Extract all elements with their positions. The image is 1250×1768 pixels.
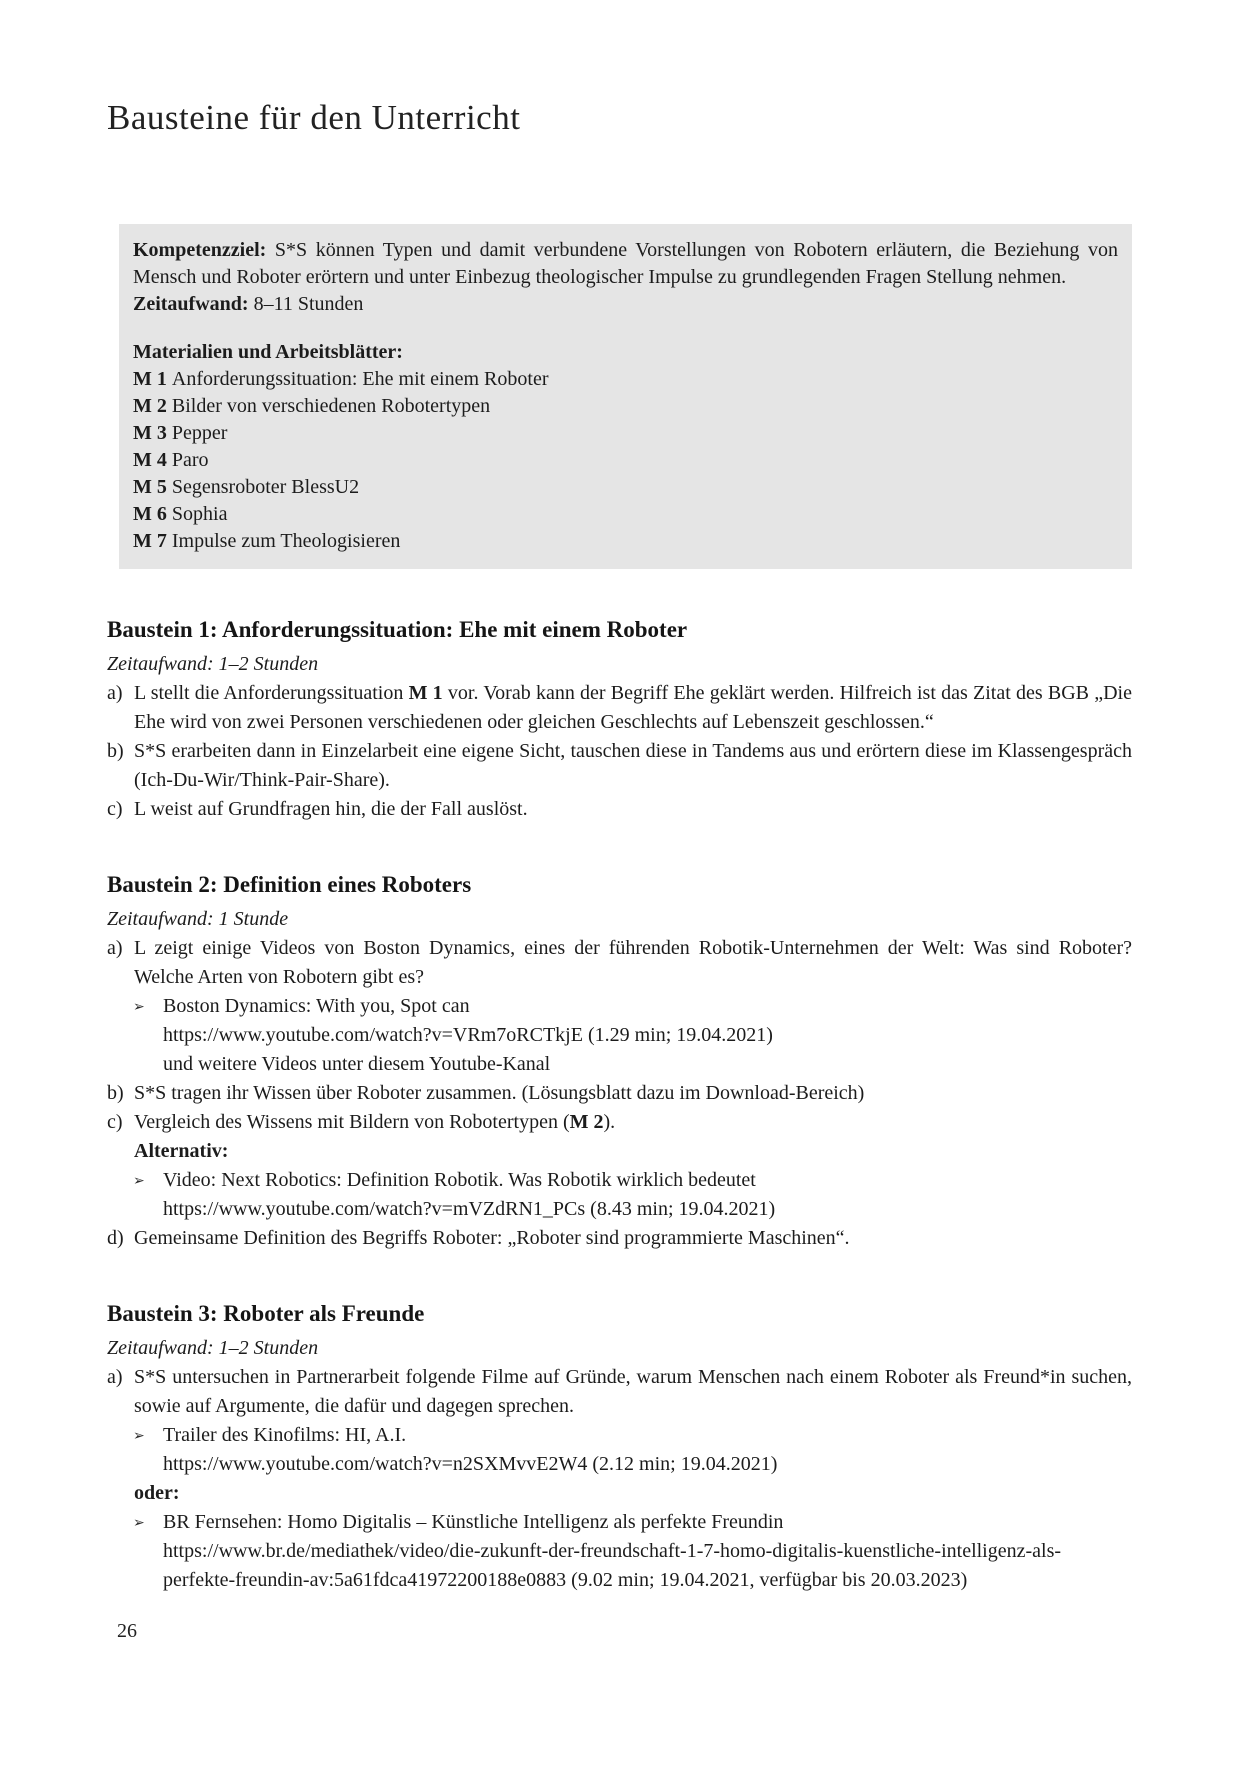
competency-info-box <box>119 224 1132 569</box>
text-run: 8–11 Stunden <box>253 293 364 315</box>
bullet-text <box>163 992 1132 1079</box>
page-content <box>107 0 1132 1595</box>
lettered-list-item <box>107 934 1132 992</box>
text-run: ). <box>603 1111 616 1133</box>
bold-text-run: M 1 <box>408 682 443 704</box>
item-marker: b) <box>107 1082 124 1104</box>
text-run: Impulse zum Theologisieren <box>171 530 401 552</box>
arrow-bullet-item <box>107 1508 1132 1595</box>
info-box-line <box>133 339 1118 366</box>
bold-text-run: M 2 <box>569 1111 604 1133</box>
item-text <box>134 1079 1132 1108</box>
bullet-line <box>163 1421 1132 1450</box>
info-box-line <box>133 237 1118 291</box>
lettered-list-item <box>107 737 1132 795</box>
text-run: Gemeinsame Definition des Begriffs Roboter: „Roboter sind programmierte Maschinen“. <box>134 1227 850 1249</box>
item-text <box>134 934 1132 992</box>
item-text <box>134 679 1132 737</box>
text-run: Boston Dynamics: With you, Spot can <box>163 995 470 1017</box>
text-run: Vergleich des Wissens mit Bildern von Robotertypen ( <box>134 1111 570 1133</box>
bold-text-run: M 6 <box>133 503 172 525</box>
item-text <box>134 737 1132 795</box>
bullet-line <box>163 1537 1132 1566</box>
bullet-text <box>163 1166 1132 1224</box>
section-baustein-3 <box>107 1297 1132 1595</box>
bullet-text <box>163 1508 1132 1595</box>
text-run: Anforderungssituation: Ehe mit einem Roboter <box>171 368 549 390</box>
text-run: https://www.br.de/mediathek/video/die-zukunft-der-freundschaft-1-7-homo-digitalis-kuenstliche-intelligenz-als- <box>163 1540 1062 1562</box>
bold-text-run: M 4 <box>133 449 172 471</box>
bold-text-run: M 2 <box>133 395 172 417</box>
info-box-line <box>133 366 1118 393</box>
alternative-label: Alternativ: <box>134 1140 229 1162</box>
bullet-line <box>163 1450 1132 1479</box>
text-run: Video: Next Robotics: Definition Robotik. Was Robotik wirklich bedeutet <box>163 1169 756 1191</box>
info-box-line <box>133 474 1118 501</box>
bold-text-run: Zeitaufwand: <box>133 293 254 315</box>
bullet-line <box>163 1508 1132 1537</box>
arrow-bullet-item <box>107 992 1132 1079</box>
item-marker: d) <box>107 1227 124 1249</box>
arrow-bullet-icon: ➢ <box>133 1515 145 1531</box>
item-marker: c) <box>107 798 123 820</box>
text-run: S*S erarbeiten dann in Einzelarbeit eine eigene Sicht, tauschen diese in Tandems aus und erörtern diese im Klassengespräch (Ich-Du-Wir/Think-Pair-Share). <box>134 740 1132 791</box>
item-marker: a) <box>107 682 123 704</box>
section-heading: Baustein 2: Definition eines Roboters <box>107 872 472 897</box>
bullet-line <box>163 1166 1132 1195</box>
time-required-line: Zeitaufwand: 1–2 Stunden <box>107 653 319 675</box>
text-run: https://www.youtube.com/watch?v=n2SXMvvE2W4 (2.12 min; 19.04.2021) <box>163 1453 778 1475</box>
section-heading: Baustein 3: Roboter als Freunde <box>107 1301 425 1326</box>
bold-text-run: M 5 <box>133 476 172 498</box>
text-run: vor. Vorab kann der Begriff Ehe geklärt werden. Hilfreich ist das Zitat des BGB „Die Ehe wird von zwei Personen verschiedenen oder gleichen Geschlechts auf Lebenszeit geschlossen.“ <box>134 682 1132 733</box>
section-blocks <box>107 934 1132 1253</box>
section-baustein-2 <box>107 868 1132 1253</box>
lettered-list-item <box>107 1224 1132 1253</box>
lettered-list-item <box>107 1363 1132 1421</box>
lettered-list-item <box>107 679 1132 737</box>
section-blocks <box>107 679 1132 824</box>
arrow-bullet-icon: ➢ <box>133 1428 145 1444</box>
item-text <box>134 1363 1132 1421</box>
text-run: Segensroboter BlessU2 <box>171 476 360 498</box>
item-marker: a) <box>107 937 123 959</box>
text-run: https://www.youtube.com/watch?v=VRm7oRCTkjE (1.29 min; 19.04.2021) <box>163 1024 773 1046</box>
text-run: L zeigt einige Videos von Boston Dynamics, eines der führenden Robotik-Unternehmen der Welt: Was sind Roboter? Welche Arten von Robotern gibt es? <box>134 937 1132 988</box>
bold-text-run: M 1 <box>133 368 172 390</box>
box-spacer <box>133 318 1118 339</box>
bold-text-run: Kompetenzziel: <box>133 239 275 261</box>
text-run: L stellt die Anforderungssituation <box>134 682 409 704</box>
alternative-label: oder: <box>134 1482 180 1504</box>
text-run: Pepper <box>171 422 228 444</box>
time-required-line: Zeitaufwand: 1 Stunde <box>107 908 289 930</box>
bullet-text <box>163 1421 1132 1479</box>
sections-container <box>107 613 1132 1595</box>
info-box-line <box>133 393 1118 420</box>
bullet-line <box>163 1566 1132 1595</box>
page-title: Bausteine für den Unterricht <box>107 98 521 137</box>
text-run: S*S tragen ihr Wissen über Roboter zusammen. (Lösungsblatt dazu im Download-Bereich) <box>134 1082 865 1104</box>
lettered-list-item <box>107 1108 1132 1137</box>
bold-text-run: Materialien und Arbeitsblätter: <box>133 341 403 363</box>
bullet-line <box>163 992 1132 1021</box>
text-run: S*S untersuchen in Partnerarbeit folgende Filme auf Gründe, warum Menschen nach einem Roboter als Freund*in suchen, sowie auf Argumente, die dafür und dagegen sprechen. <box>134 1366 1132 1417</box>
info-box-line <box>133 501 1118 528</box>
item-text <box>134 1108 1132 1137</box>
text-run: Paro <box>171 449 209 471</box>
bold-text-run: M 7 <box>133 530 172 552</box>
info-box-line <box>133 420 1118 447</box>
text-run: Bilder von verschiedenen Robotertypen <box>171 395 491 417</box>
section-blocks <box>107 1363 1132 1595</box>
text-run: https://www.youtube.com/watch?v=mVZdRN1_PCs (8.43 min; 19.04.2021) <box>163 1198 776 1220</box>
arrow-bullet-icon: ➢ <box>133 999 145 1015</box>
text-run: perfekte-freundin-av:5a61fdca41972200188e0883 (9.02 min; 19.04.2021, verfügbar bis 20.03.2023) <box>163 1569 968 1591</box>
item-marker: a) <box>107 1366 123 1388</box>
section-heading: Baustein 1: Anforderungssituation: Ehe mit einem Roboter <box>107 617 688 642</box>
item-text <box>134 795 1132 824</box>
text-run: L weist auf Grundfragen hin, die der Fall auslöst. <box>134 798 528 820</box>
info-box-line <box>133 447 1118 474</box>
item-text <box>134 1224 1132 1253</box>
text-run: und weitere Videos unter diesem Youtube-Kanal <box>163 1053 551 1075</box>
arrow-bullet-item <box>107 1421 1132 1479</box>
text-run: S*S können Typen und damit verbundene Vorstellungen von Robotern erläutern, die Beziehung von Mensch und Roboter erörtern und unter Einbezug theologischer Impulse zu grundlegenden Fragen Stellung nehmen. <box>133 239 1118 288</box>
page-number: 26 <box>117 1620 137 1642</box>
lettered-list-item <box>107 1079 1132 1108</box>
arrow-bullet-icon: ➢ <box>133 1173 145 1189</box>
info-box-line <box>133 528 1118 555</box>
bold-text-run: M 3 <box>133 422 172 444</box>
info-box-line <box>133 291 1118 318</box>
bullet-line <box>163 1021 1132 1050</box>
arrow-bullet-item <box>107 1166 1132 1224</box>
text-run: Sophia <box>171 503 228 525</box>
item-marker: c) <box>107 1111 123 1133</box>
text-run: Trailer des Kinofilms: HI, A.I. <box>163 1424 407 1446</box>
text-run: BR Fernsehen: Homo Digitalis – Künstliche Intelligenz als perfekte Freundin <box>163 1511 784 1533</box>
lettered-list-item <box>107 795 1132 824</box>
section-baustein-1 <box>107 613 1132 824</box>
bullet-line <box>163 1050 1132 1079</box>
time-required-line: Zeitaufwand: 1–2 Stunden <box>107 1337 319 1359</box>
item-marker: b) <box>107 740 124 762</box>
bullet-line <box>163 1195 1132 1224</box>
